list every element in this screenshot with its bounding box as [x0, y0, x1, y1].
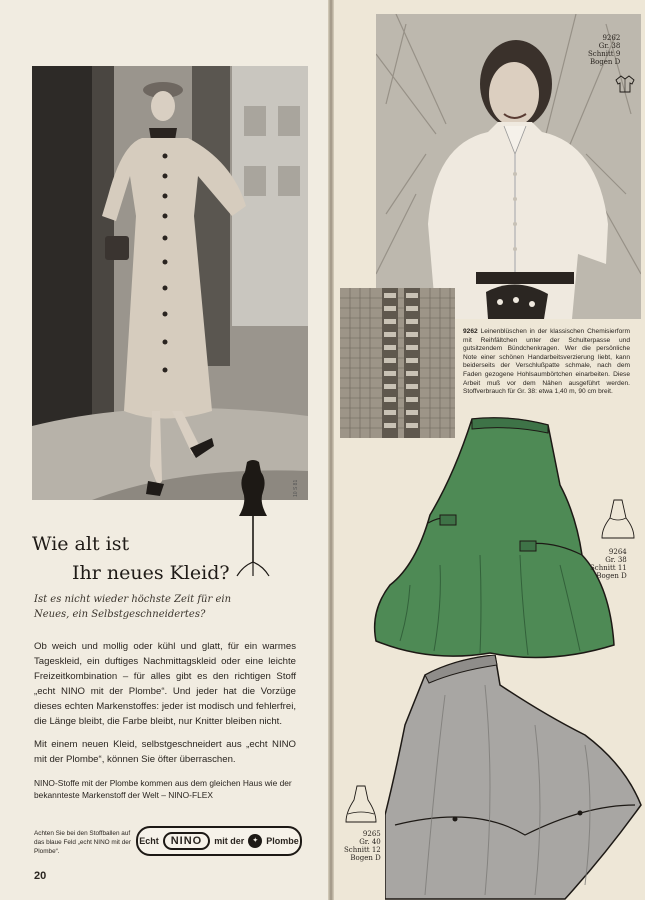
- pattern-9262-number: 9262: [602, 34, 621, 42]
- headline: [32, 530, 230, 588]
- pattern-9262-desc-number: 9262: [463, 328, 478, 335]
- logo-echt: Echt: [139, 836, 159, 846]
- pattern-9264-schnitt: Schnitt 11: [590, 564, 627, 572]
- pattern-9265-schnitt: Schnitt 12: [344, 846, 381, 854]
- headline-line2: Ihr neues Kleid?: [72, 562, 230, 584]
- pattern-9262-bogen: Bogen D: [589, 58, 621, 66]
- pattern-9262-schnitt: Schnitt 9: [588, 50, 621, 58]
- pattern-9262-desc-text: Leinenblüschen in der klassischen Chemisierform mit Reihfältchen unter der Schulterpasse und gutsitzendem Bündchenkragen. Wer die persönliche Note einer schönen Handarbeitsverzierung liebt, kann beiderseits der Verschlußpatte schmale, nach dem Faden gezogene Hohlsaumbörtchen einarbeiten. Diese Arbeit muß vor dem Nähen ausgeführt werden. Stoffverbrauch für Gr. 38: etwa 1,40 m, 90 cm breit.: [463, 328, 630, 396]
- body-paragraph-2: Mit einem neuen Kleid, selbstgeschneidert aus „echt NINO mit der Plombe“, können Sie öfter überraschen.: [34, 739, 296, 765]
- pattern-9264-size: Gr. 38: [605, 556, 627, 564]
- subheadline: Ist es nicht wieder höchste Zeit für ein Neues, ein Selbstgeschneidertes?: [34, 594, 232, 620]
- pattern-9265-bogen: Bogen D: [350, 854, 381, 862]
- pattern-9264-number: 9264: [608, 548, 627, 556]
- headline-line1: Wie alt ist: [32, 533, 130, 555]
- seal-icon: ✦: [248, 834, 262, 848]
- ad-code: 10 S 81: [293, 479, 299, 497]
- pattern-9262-label: [588, 34, 620, 66]
- skirt-9264-sketch-icon: [600, 498, 636, 542]
- fashion-photo-coat-dress: [32, 66, 308, 500]
- pattern-9265-number: 9265: [362, 830, 381, 838]
- body-paragraph-1: Ob weich und mollig oder kühl und glatt, für ein warmes Tageskleid, ein duftiges Nachmittagskleid oder eine leichte Freizeitkombination – für alles gibt es den richtigen Stoff „echt NINO mit der Plombe“. Und jeder hat die Vorzüge dieses echten Markenstoffes: jeder ist modisch und fehlerfrei, die Länge bleibt, die Farbe bleibt, nur Knitter bleiben nicht.: [34, 641, 296, 727]
- skirt-9264-illustration: [370, 415, 615, 660]
- pattern-9265-label: [344, 830, 381, 862]
- pattern-9262-description: [463, 328, 630, 397]
- nino-logo-badge: [136, 826, 302, 856]
- nino-flex-note: NINO-Stoffe mit der Plombe kommen aus dem gleichen Haus wie der bekannteste Markenstoff der Welt – NINO-FLEX: [34, 778, 292, 800]
- pattern-9262-size: Gr. 38: [598, 42, 621, 50]
- logo-nino: NINO: [163, 832, 211, 850]
- dress-form-icon: [233, 458, 273, 580]
- pattern-9265-size: Gr. 40: [359, 838, 381, 846]
- fabric-advice: Achten Sie bei den Stoffballen auf das blaue Feld „echt NINO mit der Plombe“.: [34, 830, 131, 855]
- skirt-9265-sketch-icon: [344, 784, 378, 826]
- logo-mit-der: mit der: [214, 836, 245, 846]
- pattern-9264-label: [590, 548, 627, 580]
- body-copy: [34, 639, 296, 775]
- logo-plombe: Plombe: [266, 836, 299, 846]
- pattern-9264-bogen: Bogen D: [596, 572, 627, 580]
- skirt-9265-illustration: [385, 655, 645, 900]
- page-gutter: [328, 0, 334, 900]
- page-number: 20: [34, 870, 47, 882]
- blouse-sketch-icon: [614, 74, 636, 94]
